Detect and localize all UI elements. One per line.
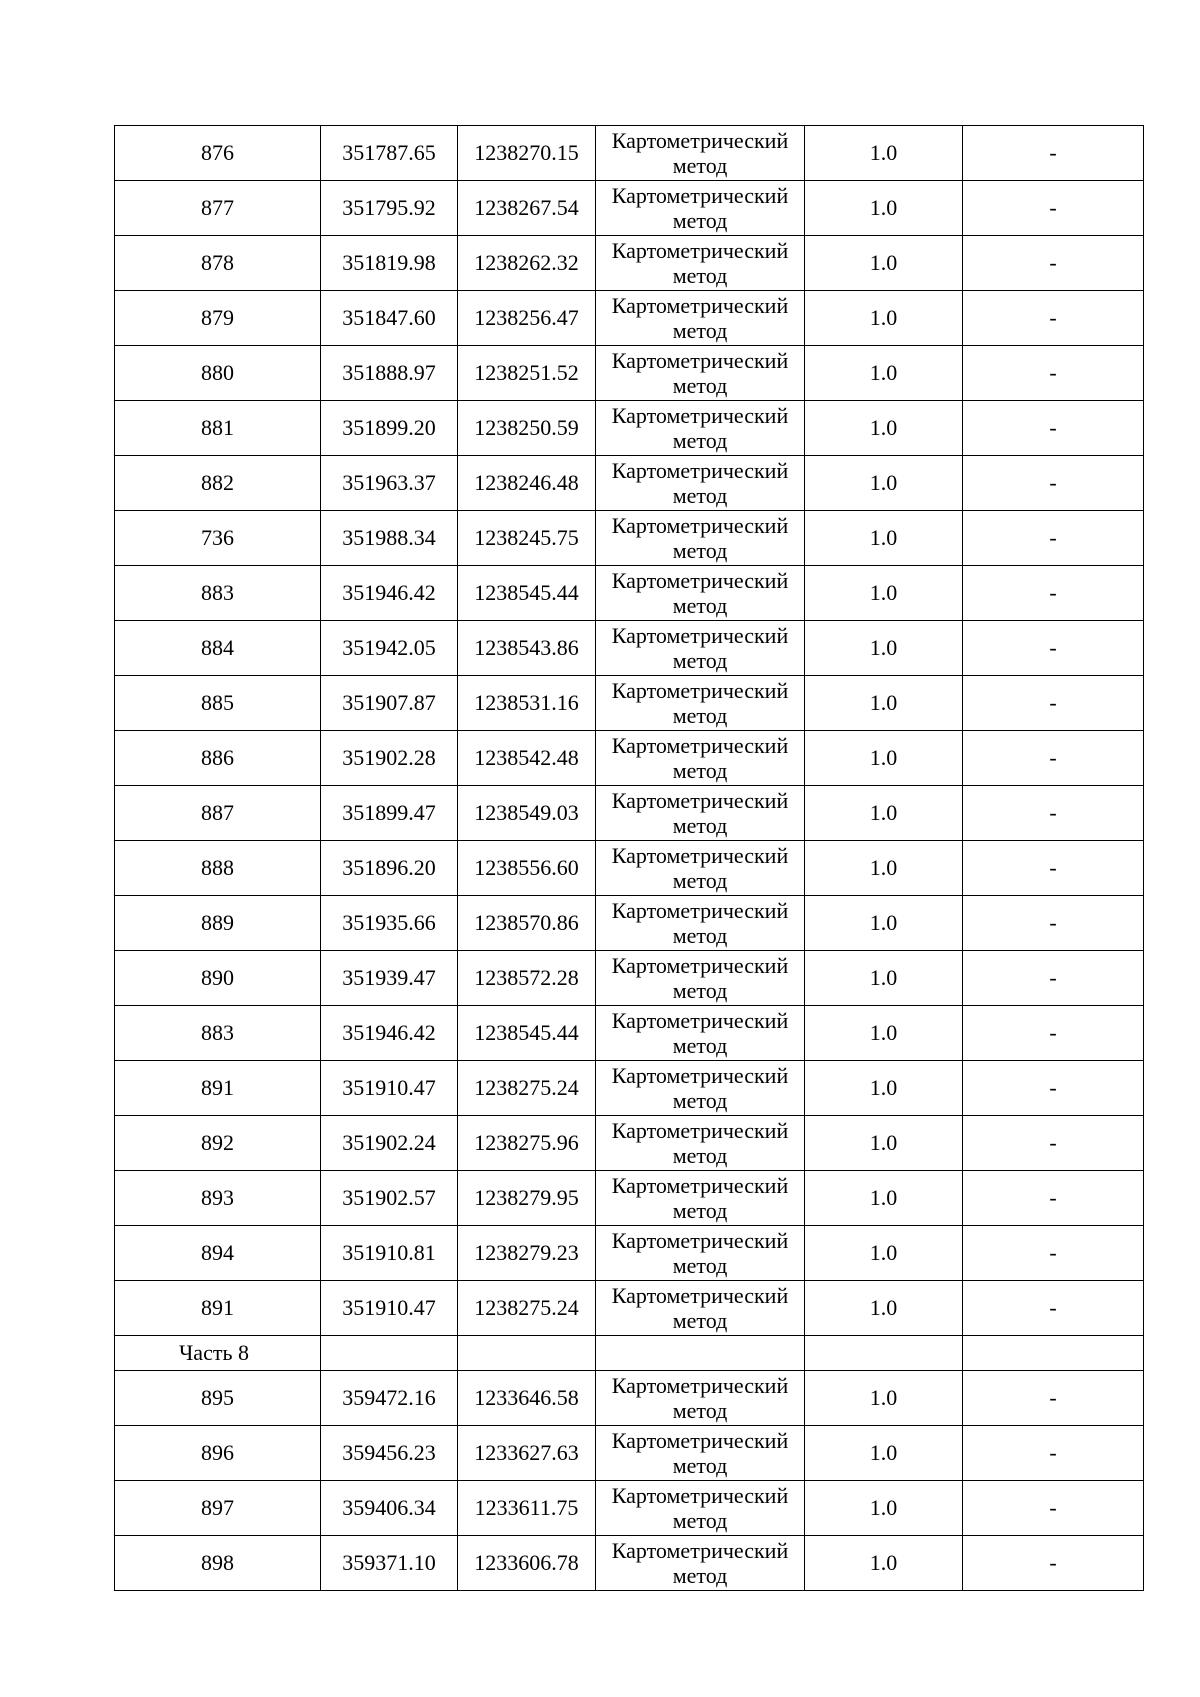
method-cell <box>596 731 805 786</box>
table-row <box>115 676 1144 731</box>
method-cell <box>596 951 805 1006</box>
accuracy-cell: 1.0 <box>805 346 963 401</box>
accuracy-cell: 1.0 <box>805 676 963 731</box>
method-cell <box>596 291 805 346</box>
point-number-cell: 876 <box>115 126 321 181</box>
point-number-cell: 891 <box>115 1061 321 1116</box>
empty-cell <box>805 1336 963 1371</box>
x-coordinate-cell: 351939.47 <box>321 951 458 1006</box>
x-coordinate-cell: 351902.28 <box>321 731 458 786</box>
section-label: Часть 8 <box>115 1336 321 1371</box>
note-cell: - <box>963 1171 1144 1226</box>
note-cell: - <box>963 1006 1144 1061</box>
accuracy-cell: 1.0 <box>805 1061 963 1116</box>
point-number-cell: 884 <box>115 621 321 676</box>
point-number-cell: 893 <box>115 1171 321 1226</box>
method-line-2: метод <box>672 1033 728 1058</box>
x-coordinate-cell: 359472.16 <box>321 1371 458 1426</box>
table-row <box>115 1371 1144 1426</box>
method-line-2: метод <box>672 208 728 233</box>
y-coordinate-cell: 1238245.75 <box>458 511 596 566</box>
y-coordinate-cell: 1233627.63 <box>458 1426 596 1481</box>
point-number-cell: 887 <box>115 786 321 841</box>
method-cell <box>596 1281 805 1336</box>
table-row <box>115 1481 1144 1536</box>
point-number-cell: 878 <box>115 236 321 291</box>
method-cell <box>596 1371 805 1426</box>
method-line-2: метод <box>672 1308 728 1333</box>
x-coordinate-cell: 351902.57 <box>321 1171 458 1226</box>
accuracy-cell: 1.0 <box>805 1426 963 1481</box>
note-cell: - <box>963 786 1144 841</box>
table-row <box>115 511 1144 566</box>
point-number-cell: 883 <box>115 1006 321 1061</box>
point-number-cell: 888 <box>115 841 321 896</box>
note-cell: - <box>963 401 1144 456</box>
table-row <box>115 1171 1144 1226</box>
note-cell: - <box>963 181 1144 236</box>
method-line-2: метод <box>672 483 728 508</box>
point-number-cell: 894 <box>115 1226 321 1281</box>
y-coordinate-cell: 1238275.24 <box>458 1061 596 1116</box>
method-line-2: метод <box>672 1563 728 1588</box>
point-number-cell: 883 <box>115 566 321 621</box>
x-coordinate-cell: 351847.60 <box>321 291 458 346</box>
method-line-1: Картометрический <box>611 348 789 373</box>
method-line-1: Картометрический <box>611 403 789 428</box>
note-cell: - <box>963 951 1144 1006</box>
accuracy-cell: 1.0 <box>805 181 963 236</box>
accuracy-cell: 1.0 <box>805 456 963 511</box>
method-line-2: метод <box>672 1253 728 1278</box>
y-coordinate-cell: 1238549.03 <box>458 786 596 841</box>
table-row <box>115 401 1144 456</box>
y-coordinate-cell: 1238542.48 <box>458 731 596 786</box>
y-coordinate-cell: 1238275.96 <box>458 1116 596 1171</box>
method-line-2: метод <box>672 648 728 673</box>
note-cell: - <box>963 621 1144 676</box>
x-coordinate-cell: 359371.10 <box>321 1536 458 1591</box>
coordinates-table-body <box>115 126 1144 1591</box>
accuracy-cell: 1.0 <box>805 1171 963 1226</box>
note-cell: - <box>963 291 1144 346</box>
method-line-1: Картометрический <box>611 788 789 813</box>
x-coordinate-cell: 351963.37 <box>321 456 458 511</box>
point-number-cell: 898 <box>115 1536 321 1591</box>
table-row <box>115 841 1144 896</box>
method-line-1: Картометрический <box>611 1228 789 1253</box>
note-cell: - <box>963 1226 1144 1281</box>
y-coordinate-cell: 1238531.16 <box>458 676 596 731</box>
y-coordinate-cell: 1238262.32 <box>458 236 596 291</box>
x-coordinate-cell: 351910.47 <box>321 1061 458 1116</box>
method-line-1: Картометрический <box>611 238 789 263</box>
method-cell <box>596 621 805 676</box>
x-coordinate-cell: 351907.87 <box>321 676 458 731</box>
method-line-1: Картометрический <box>611 953 789 978</box>
note-cell: - <box>963 1481 1144 1536</box>
y-coordinate-cell: 1238251.52 <box>458 346 596 401</box>
table-row <box>115 456 1144 511</box>
method-line-1: Картометрический <box>611 1428 789 1453</box>
accuracy-cell: 1.0 <box>805 841 963 896</box>
empty-cell <box>963 1336 1144 1371</box>
method-line-2: метод <box>672 593 728 618</box>
note-cell: - <box>963 346 1144 401</box>
x-coordinate-cell: 359406.34 <box>321 1481 458 1536</box>
method-line-2: метод <box>672 1508 728 1533</box>
table-row <box>115 236 1144 291</box>
method-line-2: метод <box>672 263 728 288</box>
method-line-2: метод <box>672 813 728 838</box>
method-line-1: Картометрический <box>611 128 789 153</box>
accuracy-cell: 1.0 <box>805 1281 963 1336</box>
note-cell: - <box>963 676 1144 731</box>
method-line-1: Картометрический <box>611 1008 789 1033</box>
x-coordinate-cell: 351946.42 <box>321 1006 458 1061</box>
y-coordinate-cell: 1238279.95 <box>458 1171 596 1226</box>
method-line-1: Картометрический <box>611 568 789 593</box>
note-cell: - <box>963 896 1144 951</box>
x-coordinate-cell: 351787.65 <box>321 126 458 181</box>
method-cell <box>596 346 805 401</box>
method-cell <box>596 401 805 456</box>
method-line-2: метод <box>672 1143 728 1168</box>
accuracy-cell: 1.0 <box>805 1006 963 1061</box>
x-coordinate-cell: 359456.23 <box>321 1426 458 1481</box>
y-coordinate-cell: 1238543.86 <box>458 621 596 676</box>
method-line-1: Картометрический <box>611 513 789 538</box>
method-cell <box>596 181 805 236</box>
empty-cell <box>596 1336 805 1371</box>
accuracy-cell: 1.0 <box>805 1371 963 1426</box>
point-number-cell: 886 <box>115 731 321 786</box>
point-number-cell: 892 <box>115 1116 321 1171</box>
accuracy-cell: 1.0 <box>805 896 963 951</box>
x-coordinate-cell: 351935.66 <box>321 896 458 951</box>
table-row <box>115 566 1144 621</box>
method-line-1: Картометрический <box>611 1283 789 1308</box>
method-line-2: метод <box>672 1198 728 1223</box>
x-coordinate-cell: 351988.34 <box>321 511 458 566</box>
table-row <box>115 291 1144 346</box>
x-coordinate-cell: 351899.20 <box>321 401 458 456</box>
x-coordinate-cell: 351910.47 <box>321 1281 458 1336</box>
note-cell: - <box>963 1061 1144 1116</box>
table-row <box>115 181 1144 236</box>
method-line-1: Картометрический <box>611 843 789 868</box>
method-line-1: Картометрический <box>611 678 789 703</box>
method-cell <box>596 456 805 511</box>
method-cell <box>596 1061 805 1116</box>
method-line-1: Картометрический <box>611 1538 789 1563</box>
y-coordinate-cell: 1238570.86 <box>458 896 596 951</box>
method-line-2: метод <box>672 153 728 178</box>
point-number-cell: 891 <box>115 1281 321 1336</box>
point-number-cell: 896 <box>115 1426 321 1481</box>
table-row <box>115 951 1144 1006</box>
point-number-cell: 880 <box>115 346 321 401</box>
method-cell <box>596 896 805 951</box>
accuracy-cell: 1.0 <box>805 1481 963 1536</box>
method-line-1: Картометрический <box>611 1373 789 1398</box>
accuracy-cell: 1.0 <box>805 401 963 456</box>
table-row <box>115 1536 1144 1591</box>
method-line-1: Картометрический <box>611 293 789 318</box>
note-cell: - <box>963 1371 1144 1426</box>
point-number-cell: 736 <box>115 511 321 566</box>
note-cell: - <box>963 456 1144 511</box>
method-line-2: метод <box>672 1453 728 1478</box>
table-row <box>115 1426 1144 1481</box>
accuracy-cell: 1.0 <box>805 566 963 621</box>
x-coordinate-cell: 351910.81 <box>321 1226 458 1281</box>
point-number-cell: 897 <box>115 1481 321 1536</box>
method-cell <box>596 126 805 181</box>
x-coordinate-cell: 351942.05 <box>321 621 458 676</box>
method-line-2: метод <box>672 373 728 398</box>
method-cell <box>596 676 805 731</box>
accuracy-cell: 1.0 <box>805 126 963 181</box>
note-cell: - <box>963 566 1144 621</box>
x-coordinate-cell: 351902.24 <box>321 1116 458 1171</box>
note-cell: - <box>963 841 1144 896</box>
method-line-2: метод <box>672 1088 728 1113</box>
method-line-1: Картометрический <box>611 1173 789 1198</box>
note-cell: - <box>963 236 1144 291</box>
table-row <box>115 1061 1144 1116</box>
accuracy-cell: 1.0 <box>805 511 963 566</box>
y-coordinate-cell: 1238246.48 <box>458 456 596 511</box>
y-coordinate-cell: 1238250.59 <box>458 401 596 456</box>
coordinates-table <box>114 125 1144 1591</box>
method-line-2: метод <box>672 703 728 728</box>
x-coordinate-cell: 351795.92 <box>321 181 458 236</box>
note-cell: - <box>963 1536 1144 1591</box>
accuracy-cell: 1.0 <box>805 291 963 346</box>
method-line-2: метод <box>672 318 728 343</box>
method-cell <box>596 1171 805 1226</box>
table-row <box>115 126 1144 181</box>
method-line-2: метод <box>672 978 728 1003</box>
note-cell: - <box>963 126 1144 181</box>
method-line-2: метод <box>672 758 728 783</box>
method-cell <box>596 1426 805 1481</box>
y-coordinate-cell: 1233611.75 <box>458 1481 596 1536</box>
accuracy-cell: 1.0 <box>805 951 963 1006</box>
point-number-cell: 885 <box>115 676 321 731</box>
accuracy-cell: 1.0 <box>805 621 963 676</box>
y-coordinate-cell: 1238270.15 <box>458 126 596 181</box>
point-number-cell: 879 <box>115 291 321 346</box>
empty-cell <box>458 1336 596 1371</box>
table-row <box>115 731 1144 786</box>
y-coordinate-cell: 1238256.47 <box>458 291 596 346</box>
method-line-1: Картометрический <box>611 1118 789 1143</box>
method-cell <box>596 1116 805 1171</box>
accuracy-cell: 1.0 <box>805 1116 963 1171</box>
method-line-1: Картометрический <box>611 458 789 483</box>
y-coordinate-cell: 1238545.44 <box>458 1006 596 1061</box>
y-coordinate-cell: 1233646.58 <box>458 1371 596 1426</box>
method-cell <box>596 841 805 896</box>
accuracy-cell: 1.0 <box>805 786 963 841</box>
method-line-2: метод <box>672 428 728 453</box>
method-line-2: метод <box>672 868 728 893</box>
point-number-cell: 877 <box>115 181 321 236</box>
method-cell <box>596 1536 805 1591</box>
accuracy-cell: 1.0 <box>805 1536 963 1591</box>
x-coordinate-cell: 351896.20 <box>321 841 458 896</box>
method-line-1: Картометрический <box>611 898 789 923</box>
table-row <box>115 1226 1144 1281</box>
method-line-1: Картометрический <box>611 733 789 758</box>
y-coordinate-cell: 1238545.44 <box>458 566 596 621</box>
y-coordinate-cell: 1238572.28 <box>458 951 596 1006</box>
method-line-2: метод <box>672 923 728 948</box>
y-coordinate-cell: 1238267.54 <box>458 181 596 236</box>
method-line-2: метод <box>672 1398 728 1423</box>
x-coordinate-cell: 351819.98 <box>321 236 458 291</box>
point-number-cell: 895 <box>115 1371 321 1426</box>
note-cell: - <box>963 1426 1144 1481</box>
method-cell <box>596 566 805 621</box>
method-line-2: метод <box>672 538 728 563</box>
point-number-cell: 889 <box>115 896 321 951</box>
method-cell <box>596 1481 805 1536</box>
y-coordinate-cell: 1233606.78 <box>458 1536 596 1591</box>
y-coordinate-cell: 1238556.60 <box>458 841 596 896</box>
note-cell: - <box>963 511 1144 566</box>
empty-cell <box>321 1336 458 1371</box>
method-line-1: Картометрический <box>611 183 789 208</box>
point-number-cell: 882 <box>115 456 321 511</box>
note-cell: - <box>963 1116 1144 1171</box>
method-cell <box>596 786 805 841</box>
table-row <box>115 786 1144 841</box>
accuracy-cell: 1.0 <box>805 731 963 786</box>
method-cell <box>596 511 805 566</box>
method-cell <box>596 1006 805 1061</box>
y-coordinate-cell: 1238275.24 <box>458 1281 596 1336</box>
note-cell: - <box>963 731 1144 786</box>
method-cell <box>596 1226 805 1281</box>
method-cell <box>596 236 805 291</box>
table-row <box>115 346 1144 401</box>
table-row <box>115 896 1144 951</box>
method-line-1: Картометрический <box>611 1063 789 1088</box>
point-number-cell: 881 <box>115 401 321 456</box>
y-coordinate-cell: 1238279.23 <box>458 1226 596 1281</box>
table-row <box>115 1281 1144 1336</box>
table-row <box>115 621 1144 676</box>
table-row <box>115 1116 1144 1171</box>
x-coordinate-cell: 351946.42 <box>321 566 458 621</box>
method-line-1: Картометрический <box>611 1483 789 1508</box>
table-row <box>115 1006 1144 1061</box>
x-coordinate-cell: 351899.47 <box>321 786 458 841</box>
accuracy-cell: 1.0 <box>805 1226 963 1281</box>
accuracy-cell: 1.0 <box>805 236 963 291</box>
note-cell: - <box>963 1281 1144 1336</box>
x-coordinate-cell: 351888.97 <box>321 346 458 401</box>
point-number-cell: 890 <box>115 951 321 1006</box>
method-line-1: Картометрический <box>611 623 789 648</box>
section-row <box>115 1336 1144 1371</box>
